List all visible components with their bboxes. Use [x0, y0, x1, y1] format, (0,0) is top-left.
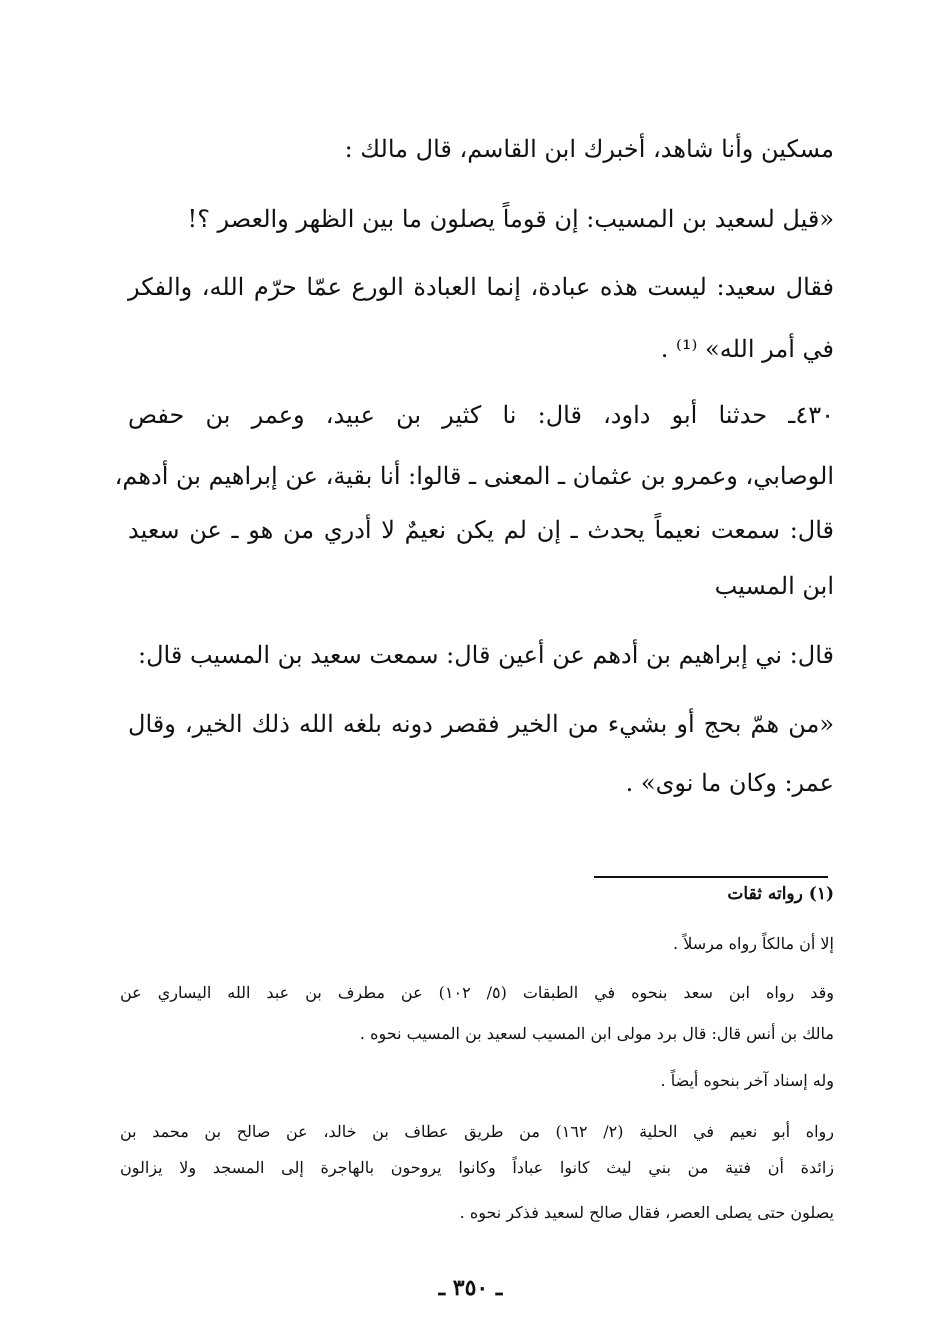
main-text-line: فقال سعيد: ليست هذه عبادة، إنما العبادة الورع عمّا حرّم الله، والفكر — [128, 273, 834, 301]
main-text-line: عمر: وكان ما نوى» . — [625, 769, 834, 797]
footnote-line: مالك بن أنس قال: قال برد مولى ابن المسيب لسعيد بن المسيب نحوه . — [359, 1024, 834, 1043]
main-text-line: في أمر الله» ⁽¹⁾ . — [660, 335, 834, 363]
main-text-line: «قيل لسعيد بن المسيب: إن قوماً يصلون ما بين الظهر والعصر ؟! — [187, 205, 834, 233]
main-text-line: مسكين وأنا شاهد، أخبرك ابن القاسم، قال مالك : — [344, 135, 834, 163]
footnote-line: زائدة أن فتية من بني ليث كانوا عباداً وكانوا يروحون بالهاجرة إلى المسجد ولا يزالون — [120, 1158, 834, 1177]
main-text-line: قال: ني إبراهيم بن أدهم عن أعين قال: سمعت سعيد بن المسيب قال: — [138, 641, 834, 669]
page-number: ـ ٣٥٠ ـ — [438, 1275, 503, 1301]
footnote-line: إلا أن مالكاً رواه مرسلاً . — [673, 934, 834, 953]
main-text-line: ابن المسيب — [714, 572, 834, 600]
footnote-heading: (١) رواته ثقات — [727, 884, 834, 904]
main-text-line: الوصابي، وعمرو بن عثمان ـ المعنى ـ قالوا: أنا بقية، عن إبراهيم بن أدهم، — [114, 462, 834, 490]
main-text-line: ٤٣٠ـ حدثنا أبو داود، قال: نا كثير بن عبيد، وعمر بن حفص — [128, 401, 834, 429]
footnote-line: يصلون حتى يصلى العصر، فقال صالح لسعيد فذكر نحوه . — [459, 1203, 834, 1222]
footnote-line: وله إسناد آخر بنحوه أيضاً . — [660, 1071, 834, 1090]
footnote-separator — [594, 876, 828, 878]
footnote-line: وقد رواه ابن سعد بنحوه في الطبقات (٥/ ١٠٢) عن مطرف بن عبد الله اليساري عن — [120, 983, 835, 1002]
footnote-line: رواه أبو نعيم في الحلية (٢/ ١٦٢) من طريق عطاف بن خالد، عن صالح بن محمد بن — [120, 1122, 835, 1141]
main-text-line: «من همّ بحج أو بشيء من الخير فقصر دونه بلغه الله ذلك الخير، وقال — [128, 710, 835, 738]
main-text-line: قال: سمعت نعيماً يحدث ـ إن لم يكن نعيمٌ لا أدري من هو ـ عن سعيد — [128, 516, 834, 544]
